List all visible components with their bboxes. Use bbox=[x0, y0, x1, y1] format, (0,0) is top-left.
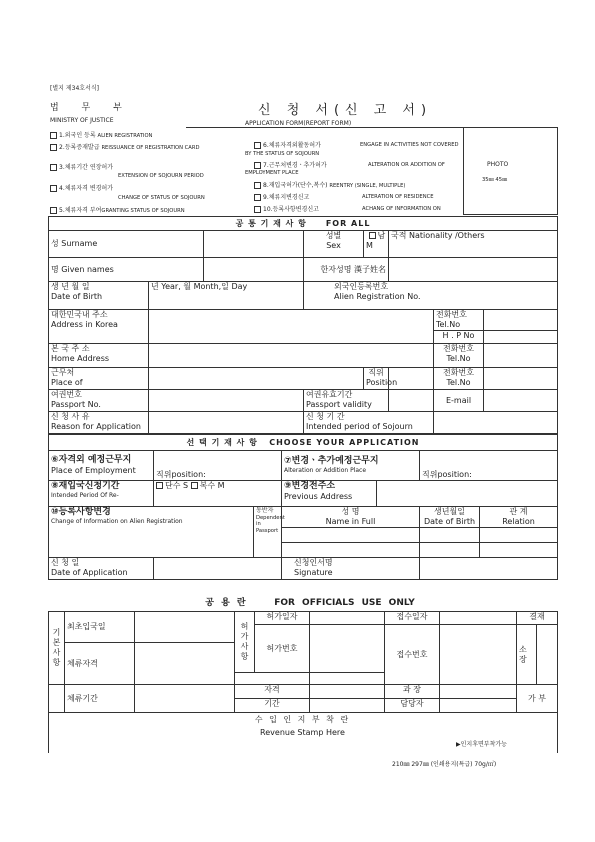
signature-field[interactable] bbox=[420, 558, 558, 580]
dep-dob-1[interactable] bbox=[420, 528, 480, 543]
hp-label: H . P No bbox=[434, 331, 484, 344]
period-label-official: 체류기간 bbox=[65, 685, 135, 713]
photo-size: 35㎜ 45㎜ bbox=[482, 177, 508, 183]
section-field[interactable] bbox=[440, 685, 517, 699]
dep-rel-2[interactable] bbox=[480, 543, 558, 558]
type-4-en: CHANGE OF STATUS OF SOJOURN bbox=[118, 195, 205, 201]
common-header: 공 통 기 재 사 항 FOR ALL bbox=[49, 217, 558, 231]
validity-field[interactable] bbox=[389, 390, 434, 412]
dep-name-2[interactable] bbox=[282, 543, 420, 558]
staff-field[interactable] bbox=[440, 699, 517, 713]
staff-label: 담당자 bbox=[385, 699, 440, 713]
type-1[interactable]: 1.외국인 등록 ALIEN REGISTRATION bbox=[50, 132, 152, 139]
title-ko: 신 청 서(신 고 서) bbox=[258, 103, 433, 118]
permit-label: 허가사항 bbox=[235, 612, 255, 673]
recv-date-field[interactable] bbox=[440, 612, 517, 625]
passport-label: 여권번호 Passport No. bbox=[49, 390, 149, 412]
first-entry-field[interactable] bbox=[135, 612, 235, 643]
email-label: E-mail bbox=[434, 390, 484, 412]
ministry-en: MINISTRY OF JUSTICE bbox=[50, 117, 114, 124]
type-9-en: ALTERATION OF RESIDENCE bbox=[362, 194, 434, 200]
type-10[interactable]: 10.등록사항변경신고 bbox=[254, 206, 319, 213]
work-tel-label: 전화번호 Tel.No bbox=[434, 368, 484, 390]
item7-label: ⑦변경ㆍ추가예정근무지 Alteration or Addition Place bbox=[282, 451, 420, 481]
type-10-en: ACHANG OF INFORMATION ON bbox=[362, 206, 441, 212]
status-label: 체류자격 bbox=[65, 643, 135, 685]
name-header: 성 명 Name in Full bbox=[282, 507, 420, 528]
recv-date-label: 접수일자 bbox=[385, 612, 440, 625]
permit-no-label: 허가번호 bbox=[255, 625, 310, 673]
dependent-label: 동반자 Dependent in Passport bbox=[254, 507, 282, 558]
period-label: 신 청 기 간 Intended period of Sojourn bbox=[304, 412, 434, 434]
period-field-official[interactable] bbox=[135, 685, 235, 713]
nationality-label: 국적 Nationality /Others bbox=[389, 231, 558, 258]
surname-label: 성 Surname bbox=[49, 231, 204, 258]
item9-label: ⑨변경전주소 Previous Address bbox=[282, 481, 377, 507]
select-header: 선 택 기 재 사 항 CHOOSE YOUR APPLICATION bbox=[49, 435, 558, 451]
type-7[interactable]: 7.근무처변경ㆍ추가허가 bbox=[254, 162, 327, 169]
blank-b bbox=[310, 673, 385, 685]
reason-field[interactable] bbox=[149, 412, 304, 434]
signature-label: 신청인서명 Signature bbox=[282, 558, 420, 580]
first-entry-label: 최초입국일 bbox=[65, 612, 135, 643]
item9-field[interactable] bbox=[377, 481, 558, 507]
type-3[interactable]: 3.체류기간 연장허가 bbox=[50, 164, 113, 171]
type-3-en: EXTENSION OF SOJOURN PERIOD bbox=[118, 173, 204, 179]
hanja-label: 한자성명 漢子姓名 bbox=[304, 258, 389, 282]
section-label: 과 장 bbox=[385, 685, 440, 699]
dep-rel-1[interactable] bbox=[480, 528, 558, 543]
app-date-label: 신 청 일 Date of Application bbox=[49, 558, 154, 580]
qual-label: 자격 bbox=[235, 685, 310, 699]
item6-label: ⑥자격외 예정근무지 Place of Employment bbox=[49, 451, 154, 481]
official-header: 공 용 란 FOR OFFICIALS USE ONLY bbox=[205, 598, 415, 608]
blank-a bbox=[235, 673, 310, 685]
validity-label: 여권유효기간 Passport validity bbox=[304, 390, 389, 412]
address-label: 대한민국내 주소 Address in Korea bbox=[49, 310, 149, 344]
revenue-ko: 수 입 인 지 부 착 란 bbox=[254, 715, 351, 724]
home-tel-label: 전화번호 Tel.No bbox=[434, 344, 484, 368]
chief-field[interactable] bbox=[537, 625, 558, 685]
item6-field[interactable]: 직위position: bbox=[154, 451, 282, 481]
work-field[interactable] bbox=[149, 368, 364, 390]
given-label: 명 Given names bbox=[49, 258, 204, 282]
photo-box[interactable] bbox=[463, 127, 558, 215]
item10-label: ⑩등록사항변경 Change of Information on Alien Registration bbox=[49, 507, 254, 558]
type-5[interactable]: 5.체류자격 부여GRANTING STATUS OF SOJOURN bbox=[50, 207, 185, 214]
work-tel-field[interactable] bbox=[484, 368, 558, 390]
approve-label: 결재 bbox=[517, 612, 558, 625]
revenue-en: Revenue Stamp Here bbox=[260, 728, 345, 737]
ministry-ko: 법 무 부 bbox=[50, 103, 132, 113]
item7-field[interactable]: 직위position: bbox=[420, 451, 558, 481]
paper-spec: 210㎜ 297㎜ (인쇄용지(특급) 70g/㎡) bbox=[392, 761, 497, 768]
tel-label: 전화번호 Tel.No bbox=[434, 310, 484, 331]
revenue-note: ▶인지후면부착가능 bbox=[456, 741, 507, 748]
home-tel-field[interactable] bbox=[484, 344, 558, 368]
sex-field[interactable]: 남 M bbox=[364, 231, 389, 258]
work-label: 근무처 Place of bbox=[49, 368, 149, 390]
photo-label: PHOTO bbox=[487, 161, 509, 168]
blank-c bbox=[49, 685, 65, 713]
recv-no-field[interactable] bbox=[440, 625, 517, 685]
dob-field[interactable]: 년 Year, 월 Month,일 Day bbox=[149, 282, 304, 310]
official-table bbox=[48, 611, 558, 713]
home-field[interactable] bbox=[149, 344, 434, 368]
app-date-field[interactable] bbox=[154, 558, 282, 580]
type-2[interactable]: 2.등록증재발급 REISSUANCE OF REGISTRATION CARD bbox=[50, 144, 199, 151]
permit-no-field[interactable] bbox=[310, 625, 385, 673]
status-field[interactable] bbox=[135, 643, 235, 685]
alien-reg-label: 외국인등록번호 Alien Registration No. bbox=[304, 282, 558, 310]
decision-label: 가 부 bbox=[517, 685, 558, 713]
home-label: 본 국 주 소 Home Address bbox=[49, 344, 149, 368]
permit-date-field[interactable] bbox=[310, 612, 385, 625]
dep-name-1[interactable] bbox=[282, 528, 420, 543]
tel-field[interactable] bbox=[484, 310, 558, 331]
period-field[interactable] bbox=[434, 412, 558, 434]
title-en: APPLICATION FORM(REPORT FORM) bbox=[245, 120, 352, 127]
common-table bbox=[48, 216, 558, 434]
select-table bbox=[48, 434, 558, 580]
item8-field[interactable]: 단수 S 복수 M bbox=[154, 481, 282, 507]
surname-field[interactable] bbox=[204, 231, 304, 258]
relation-header: 관 계 Relation bbox=[480, 507, 558, 528]
form-number: [별지 제34호서식] bbox=[50, 85, 99, 92]
dep-dob-2[interactable] bbox=[420, 543, 480, 558]
sex-label: 성별 Sex bbox=[304, 231, 364, 258]
address-field[interactable] bbox=[149, 310, 434, 344]
item8-label: ⑧재입국신청기간 Intended Period Of Re- bbox=[49, 481, 154, 507]
permit-date-label: 허가일자 bbox=[255, 612, 310, 625]
term-field[interactable] bbox=[310, 699, 385, 713]
basic-label: 기본사항 bbox=[49, 612, 65, 685]
qual-field[interactable] bbox=[310, 685, 385, 699]
given-field[interactable] bbox=[204, 258, 304, 282]
reason-label: 신 청 사 유 Reason for Application bbox=[49, 412, 149, 434]
type-9[interactable]: 9.체류지변경신고 bbox=[254, 194, 309, 201]
type-4[interactable]: 4.체류자격 변경허가 bbox=[50, 185, 113, 192]
dob-label: 생 년 월 일 Date of Birth bbox=[49, 282, 149, 310]
recv-no-label: 접수번호 bbox=[385, 625, 440, 685]
chief-label: 소장 bbox=[517, 625, 537, 685]
email-field[interactable] bbox=[484, 390, 558, 412]
hp-field[interactable] bbox=[484, 331, 558, 344]
term-label: 기간 bbox=[235, 699, 310, 713]
passport-field[interactable] bbox=[149, 390, 304, 412]
type-8[interactable]: 8.재입국허가(단수,복수) REENTRY (SINGLE, MULTIPLE) bbox=[254, 182, 405, 189]
hanja-field[interactable] bbox=[389, 258, 558, 282]
position-label: 직위 Position bbox=[364, 368, 389, 390]
dob-header: 생년월일 Date of Birth bbox=[420, 507, 480, 528]
type-6[interactable]: 6.체류자격외활동허가 bbox=[254, 142, 321, 149]
